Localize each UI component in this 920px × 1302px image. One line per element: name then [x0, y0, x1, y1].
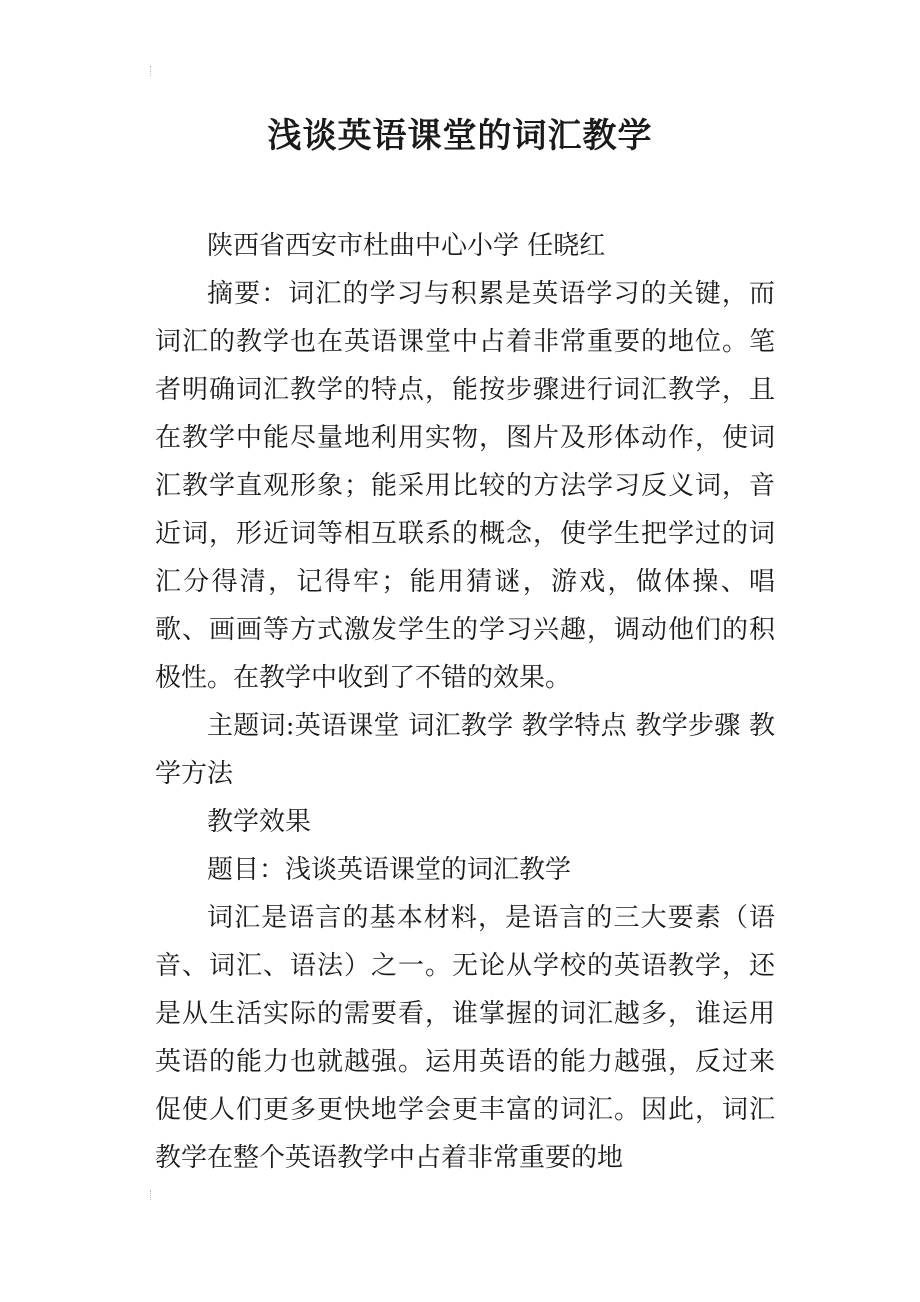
- body-paragraph: 词汇是语言的基本材料，是语言的三大要素（语音、词汇、语法）之一。无论从学校的英语教学，还是从生活实际的需要看，谁掌握的词汇越多，谁运用英语的能力也就越强。运用英语的能力越强，反过来促使人们更多更快地学会更丰富的词汇。因此，词汇教学在整个英语教学中占着非常重要的地: [155, 903, 775, 1173]
- topic-line: 题目：浅谈英语课堂的词汇教学: [207, 855, 572, 885]
- abstract-paragraph: 摘要：词汇的学习与积累是英语学习的关键，而词汇的教学也在英语课堂中占着非常重要的地位。笔者明确词汇教学的特点，能按步骤进行词汇教学，且在教学中能尽量地利用实物，图片及形体动作，使词汇教学直观形象；能采用比较的方法学习反义词，音近词，形近词等相互联系的概念，使学生把学过的词汇分得清，记得牢；能用猜谜，游戏，做体操、唱歌、画画等方式激发学生的学习兴趣，调动他们的积极性。在教学中收到了不错的效果。: [155, 279, 775, 693]
- keywords-paragraph: 主题词:英语课堂 词汇教学 教学特点 教学步骤 教学方法: [155, 711, 775, 789]
- keywords-continuation: 教学效果: [207, 807, 312, 837]
- document-title: 浅谈英语课堂的词汇教学: [267, 116, 653, 156]
- document-body: [155, 222, 775, 1182]
- corner-crop-mark: [150, 66, 157, 76]
- corner-crop-mark: [150, 1190, 157, 1200]
- author-line: 陕西省西安市杜曲中心小学 任晓红: [207, 231, 606, 261]
